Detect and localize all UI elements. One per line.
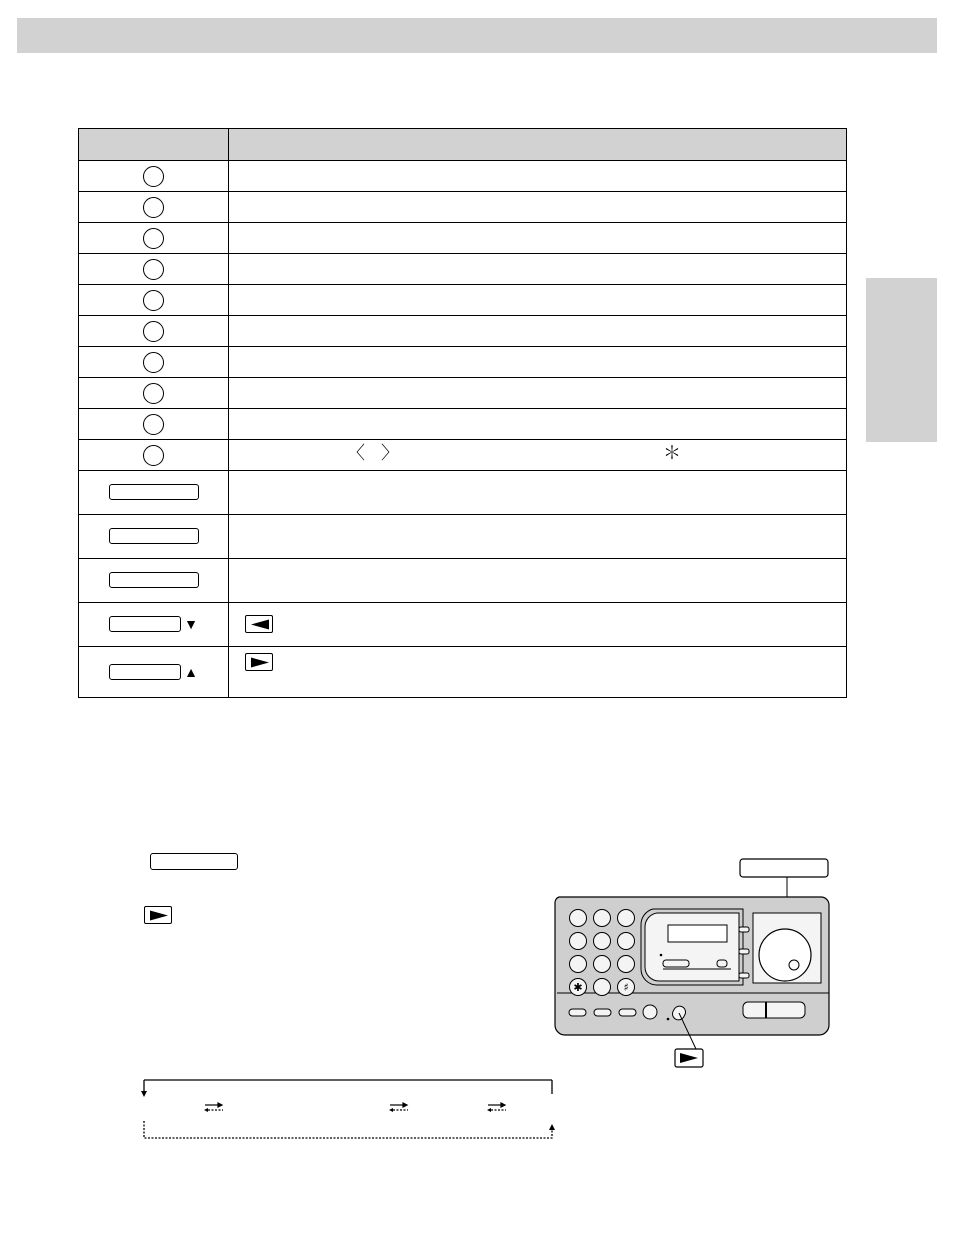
right-angle-glyph: 〉	[381, 443, 399, 464]
dial-key-5	[143, 290, 164, 311]
keypad-hash: ♯	[623, 981, 629, 994]
key-function-table	[78, 128, 847, 698]
table-row	[79, 471, 847, 515]
instruction-function-key	[150, 853, 238, 870]
left-angle-glyph: 〈	[347, 443, 365, 464]
up-triangle-icon: ▲	[184, 663, 198, 680]
dial-key-2	[143, 197, 164, 218]
fax-machine-illustration	[545, 855, 835, 1070]
table-header-function	[229, 129, 847, 161]
star-glyph: ＊	[663, 443, 681, 464]
dial-key-3	[143, 228, 164, 249]
table-row	[79, 515, 847, 559]
dial-key-9	[143, 414, 164, 435]
table-row	[79, 223, 847, 254]
table-row	[79, 378, 847, 409]
table-row	[79, 347, 847, 378]
dial-key-1	[143, 166, 164, 187]
function-key-up	[109, 664, 181, 680]
play-button-icon	[245, 653, 273, 671]
function-key-down	[109, 616, 181, 632]
table-row	[79, 192, 847, 223]
table-row	[79, 647, 847, 698]
table-row	[79, 254, 847, 285]
dial-key-6	[143, 321, 164, 342]
dial-key-10	[143, 445, 164, 466]
function-key-2	[109, 528, 199, 544]
instruction-play-button-icon	[144, 906, 172, 924]
dial-key-8	[143, 383, 164, 404]
table-row	[79, 559, 847, 603]
table-header-key	[79, 129, 229, 161]
function-key-3	[109, 572, 199, 588]
table-row	[79, 603, 847, 647]
table-row	[79, 440, 847, 471]
rewind-button-icon	[245, 615, 273, 633]
cycle-diagram	[138, 1074, 558, 1144]
function-key-1	[109, 484, 199, 500]
table-header-row	[79, 129, 847, 161]
table-row	[79, 161, 847, 192]
keypad-star: ✱	[573, 981, 583, 994]
table-row	[79, 409, 847, 440]
table-row	[79, 316, 847, 347]
side-tab	[866, 278, 937, 442]
table-row	[79, 285, 847, 316]
header-bar	[17, 18, 937, 53]
down-triangle-icon: ▼	[184, 616, 198, 633]
dial-key-7	[143, 352, 164, 373]
dial-key-4	[143, 259, 164, 280]
